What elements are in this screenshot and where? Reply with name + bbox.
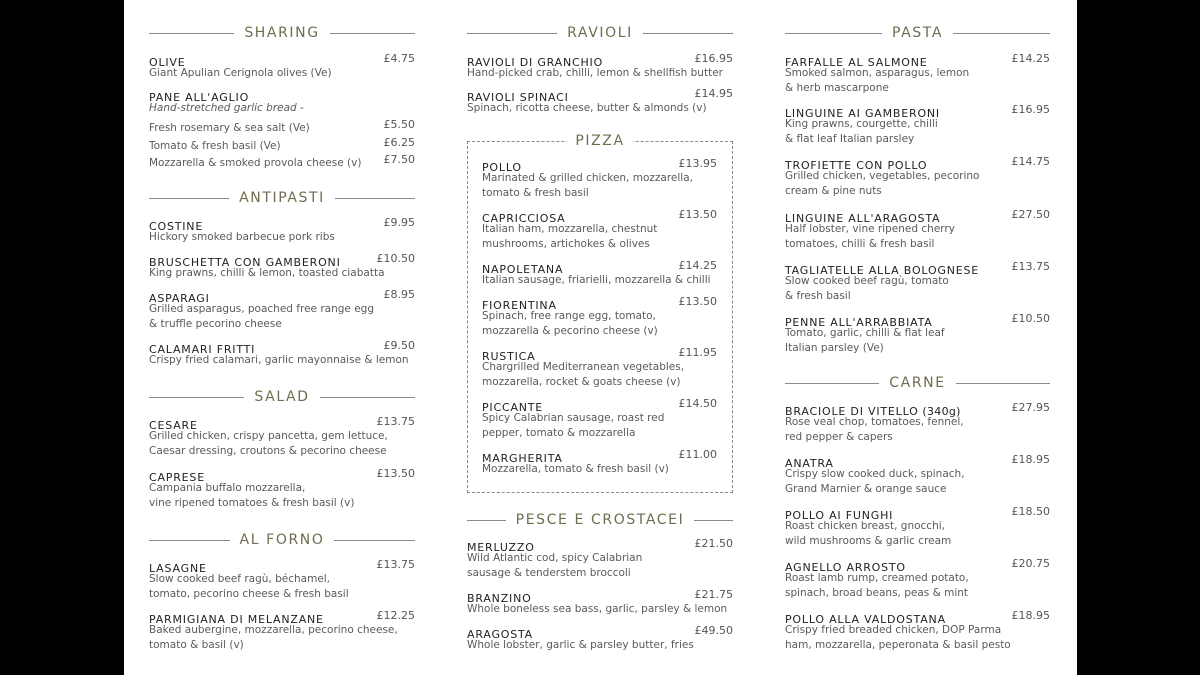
section-header-carne	[785, 373, 1050, 393]
item-name: PANE ALL'AGLIO	[149, 91, 250, 104]
item-description: Grilled chicken, crispy pancetta, gem lettuce,	[149, 430, 388, 442]
item-price: £9.50	[383, 339, 415, 352]
item-price: £18.95	[1011, 453, 1050, 466]
section-title: RAVIOLI	[567, 25, 633, 41]
item-name: LASAGNE	[149, 562, 207, 575]
item-name: PARMIGIANA DI MELANZANE	[149, 613, 324, 626]
item-price: £18.50	[1011, 505, 1050, 518]
section-header-al-forno	[149, 530, 415, 550]
item-name: FIORENTINA	[482, 299, 557, 312]
item-name: FARFALLE AL SALMONE	[785, 56, 928, 69]
menu-item-calamari-fritti	[149, 338, 415, 368]
item-description: Wild Atlantic cod, spicy Calabrian	[467, 552, 643, 564]
menu-page	[124, 0, 1077, 675]
item-name: RUSTICA	[482, 350, 536, 363]
item-description: & truffle pecorino cheese	[149, 318, 282, 330]
section-header-pizza	[567, 131, 633, 151]
section-header-pasta	[785, 23, 1050, 43]
section-title: SHARING	[244, 25, 320, 41]
item-description: Grilled asparagus, poached free range egg	[149, 303, 375, 315]
section-title: PASTA	[891, 25, 944, 41]
menu-item-napoletana	[482, 258, 717, 288]
item-description: Crispy fried calamari, garlic mayonnaise & lemon	[149, 354, 409, 366]
item-description: Smoked salmon, asparagus, lemon	[785, 67, 970, 79]
item-name: PENNE ALL'ARRABBIATA	[785, 316, 933, 329]
item-name: AGNELLO ARROSTO	[785, 561, 906, 574]
item-description: & flat leaf Italian parsley	[785, 133, 915, 145]
item-description: vine ripened tomatoes & fresh basil (v)	[149, 497, 355, 509]
item-price: £4.75	[383, 52, 415, 65]
menu-item-costine	[149, 215, 415, 245]
item-description: tomato & fresh basil	[482, 187, 589, 199]
item-name: ASPARAGI	[149, 292, 210, 305]
section-header-salad	[149, 387, 415, 407]
item-name: OLIVE	[149, 56, 186, 69]
item-name: TROFIETTE CON POLLO	[785, 159, 928, 172]
item-option	[149, 151, 415, 169]
item-description: spinach, broad beans, peas & mint	[785, 587, 969, 599]
menu-item-parmigiana-di-melanzane	[149, 608, 415, 653]
item-description: & fresh basil	[785, 290, 851, 302]
section-title: PIZZA	[575, 133, 625, 149]
item-description: Italian sausage, friarielli, mozzarella & chilli	[482, 274, 711, 286]
menu-item-asparagi	[149, 287, 415, 332]
item-description: Giant Apulian Cerignola olives (Ve)	[149, 67, 332, 79]
menu-item-penne-all-arrabbiata	[785, 311, 1050, 356]
menu-item-farfalle-al-salmone	[785, 51, 1050, 96]
menu-item-pane-all-aglio	[149, 86, 415, 169]
item-description: King prawns, chilli & lemon, toasted ciabatta	[149, 267, 385, 279]
item-description: Caesar dressing, croutons & pecorino cheese	[149, 445, 387, 457]
item-description: Hand-picked crab, chilli, lemon & shellfish butter	[467, 67, 723, 79]
item-description: Crispy fried breaded chicken, DOP Parma	[785, 624, 1002, 636]
menu-item-merluzzo	[467, 536, 733, 581]
section-header-sharing	[149, 23, 415, 43]
item-description: Mozzarella, tomato & fresh basil (v)	[482, 463, 669, 475]
menu-item-pollo-alla-valdostana	[785, 608, 1050, 653]
menu-item-linguine-ai-gamberoni	[785, 102, 1050, 147]
item-description: Tomato, garlic, chilli & flat leaf	[785, 327, 945, 339]
option-price: £6.25	[383, 135, 415, 149]
menu-item-ravioli-di-granchio	[467, 51, 733, 81]
item-price: £14.25	[678, 259, 717, 272]
item-name: CAPRICCIOSA	[482, 212, 566, 225]
menu-item-tagliatelle-alla-bolognese	[785, 259, 1050, 304]
item-price: £13.50	[376, 467, 415, 480]
section-header-antipasti	[149, 188, 415, 208]
item-description: Rose veal chop, tomatoes, fennel,	[785, 416, 964, 428]
item-description: Italian ham, mozzarella, chestnut	[482, 223, 658, 235]
item-name: BRUSCHETTA CON GAMBERONI	[149, 256, 341, 269]
menu-item-ravioli-spinaci	[467, 86, 733, 116]
item-price: £21.50	[694, 537, 733, 550]
menu-item-capricciosa	[482, 207, 717, 252]
menu-item-agnello-arrosto	[785, 556, 1050, 601]
item-price: £14.95	[694, 87, 733, 100]
item-price: £8.95	[383, 288, 415, 301]
item-description: Chargrilled Mediterranean vegetables,	[482, 361, 685, 373]
option-price: £7.50	[383, 153, 415, 166]
item-name: NAPOLETANA	[482, 263, 564, 276]
item-price: £27.95	[1011, 401, 1050, 414]
menu-item-pollo-ai-funghi	[785, 504, 1050, 549]
section-title: ANTIPASTI	[239, 190, 325, 206]
item-description: Baked aubergine, mozzarella, pecorino cheese,	[149, 624, 398, 636]
menu-item-anatra	[785, 452, 1050, 497]
option-label: Fresh rosemary & sea salt (Ve)	[149, 122, 310, 134]
menu-item-olive	[149, 51, 415, 81]
item-price: £11.00	[678, 448, 717, 461]
section-title: SALAD	[254, 389, 310, 405]
item-name: POLLO	[482, 161, 522, 174]
item-name: PICCANTE	[482, 401, 544, 414]
item-description: Spinach, ricotta cheese, butter & almonds (v)	[467, 102, 707, 114]
item-price: £18.95	[1011, 609, 1050, 622]
item-option	[149, 134, 415, 152]
item-description: Roast chicken breast, gnocchi,	[785, 520, 945, 532]
option-price: £5.50	[383, 118, 415, 131]
item-price: £13.75	[1011, 260, 1050, 273]
menu-item-pollo	[482, 156, 717, 201]
item-price: £16.95	[694, 52, 733, 65]
item-name: CESARE	[149, 419, 198, 432]
item-description: Slow cooked beef ragù, béchamel,	[149, 573, 331, 585]
item-price: £13.50	[678, 208, 717, 221]
item-description: tomato & basil (v)	[149, 639, 244, 651]
item-price: £9.95	[383, 216, 415, 229]
option-label: Mozzarella & smoked provola cheese (v)	[149, 157, 362, 169]
menu-item-lasagne	[149, 557, 415, 602]
item-description: King prawns, courgette, chilli	[785, 118, 938, 130]
item-name: LINGUINE AI GAMBERONI	[785, 107, 940, 120]
item-price: £13.75	[376, 415, 415, 428]
menu-item-braciole-di-vitello	[785, 400, 1050, 445]
menu-item-aragosta	[467, 623, 733, 653]
item-description: pepper, tomato & mozzarella	[482, 427, 636, 439]
item-description: mozzarella, rocket & goats cheese (v)	[482, 376, 681, 388]
item-price: £21.75	[694, 588, 733, 601]
item-description: Hand-stretched garlic bread -	[149, 102, 304, 114]
item-description: Spicy Calabrian sausage, roast red	[482, 412, 665, 424]
item-price: £13.75	[376, 558, 415, 571]
item-name: CAPRESE	[149, 471, 205, 484]
item-description: Whole lobster, garlic & parsley butter, fries	[467, 639, 694, 651]
menu-item-piccante	[482, 396, 717, 441]
item-description: sausage & tenderstem broccoli	[467, 567, 631, 579]
item-description: & herb mascarpone	[785, 82, 889, 94]
menu-item-bruschetta-con-gamberoni	[149, 251, 415, 281]
item-description: Hickory smoked barbecue pork ribs	[149, 231, 335, 243]
menu-item-margherita	[482, 447, 717, 477]
item-weight: (340g)	[918, 405, 961, 418]
item-name: POLLO AI FUNGHI	[785, 509, 894, 522]
menu-item-linguine-all-aragosta	[785, 207, 1050, 252]
item-name: RAVIOLI SPINACI	[467, 91, 569, 104]
option-label: Tomato & fresh basil (Ve)	[149, 139, 281, 152]
item-description: ham, mozzarella, peperonata & basil pesto	[785, 639, 1011, 651]
item-description: mozzarella & pecorino cheese (v)	[482, 325, 658, 337]
item-price: £27.50	[1011, 208, 1050, 221]
item-name: COSTINE	[149, 220, 204, 233]
item-price: £11.95	[678, 346, 717, 359]
item-price: £14.50	[678, 397, 717, 410]
item-name: MARGHERITA	[482, 452, 563, 465]
item-name: BRACIOLE DI VITELLO	[785, 405, 919, 418]
item-description: cream & pine nuts	[785, 185, 882, 197]
item-description: Half lobster, vine ripened cherry	[785, 223, 955, 235]
section-title: CARNE	[889, 375, 946, 391]
item-description: Slow cooked beef ragù, tomato	[785, 275, 949, 287]
item-option	[149, 116, 415, 134]
item-price: £10.50	[376, 252, 415, 265]
item-price: £20.75	[1011, 557, 1050, 570]
item-price: £10.50	[1011, 312, 1050, 325]
item-description: wild mushrooms & garlic cream	[785, 535, 952, 547]
section-header-pesce-e-crostacei	[467, 510, 733, 530]
item-name: RAVIOLI DI GRANCHIO	[467, 56, 604, 69]
item-name: TAGLIATELLE ALLA BOLOGNESE	[785, 264, 980, 277]
section-title: PESCE E CROSTACEI	[515, 512, 685, 528]
item-description: Grand Marnier & orange sauce	[785, 483, 947, 495]
item-name: BRANZINO	[467, 592, 532, 605]
item-price: £13.95	[678, 157, 717, 170]
item-description: Campania buffalo mozzarella,	[149, 482, 306, 494]
item-description: tomato, pecorino cheese & fresh basil	[149, 588, 349, 600]
item-name: CALAMARI FRITTI	[149, 343, 256, 356]
item-price: £49.50	[694, 624, 733, 637]
item-price: £14.25	[1011, 52, 1050, 65]
item-name: MERLUZZO	[467, 541, 535, 554]
item-description: tomatoes, chilli & fresh basil	[785, 238, 935, 250]
item-price: £12.25	[376, 609, 415, 622]
item-description: Marinated & grilled chicken, mozzarella,	[482, 172, 693, 184]
item-description: red pepper & capers	[785, 431, 893, 443]
item-name: POLLO ALLA VALDOSTANA	[785, 613, 946, 626]
menu-item-caprese	[149, 466, 415, 511]
item-price: £16.95	[1011, 103, 1050, 116]
item-description: Roast lamb rump, creamed potato,	[785, 572, 969, 584]
item-description: Crispy slow cooked duck, spinach,	[785, 468, 965, 480]
item-description: Italian parsley (Ve)	[785, 342, 884, 354]
item-description: Grilled chicken, vegetables, pecorino	[785, 170, 980, 182]
item-description: Spinach, free range egg, tomato,	[482, 310, 656, 322]
item-description: Whole boneless sea bass, garlic, parsley & lemon	[467, 603, 728, 615]
menu-item-cesare	[149, 414, 415, 459]
menu-item-branzino	[467, 587, 733, 617]
item-price: £13.50	[678, 295, 717, 308]
menu-item-trofiette-con-pollo	[785, 154, 1050, 199]
menu-item-rustica	[482, 345, 717, 390]
item-name: LINGUINE ALL'ARAGOSTA	[785, 212, 941, 225]
section-header-ravioli	[467, 23, 733, 43]
section-title: AL FORNO	[239, 532, 325, 548]
menu-item-fiorentina	[482, 294, 717, 339]
item-name: ARAGOSTA	[467, 628, 534, 641]
item-price: £14.75	[1011, 155, 1050, 168]
item-name: ANATRA	[785, 457, 834, 470]
item-description: mushrooms, artichokes & olives	[482, 238, 650, 250]
